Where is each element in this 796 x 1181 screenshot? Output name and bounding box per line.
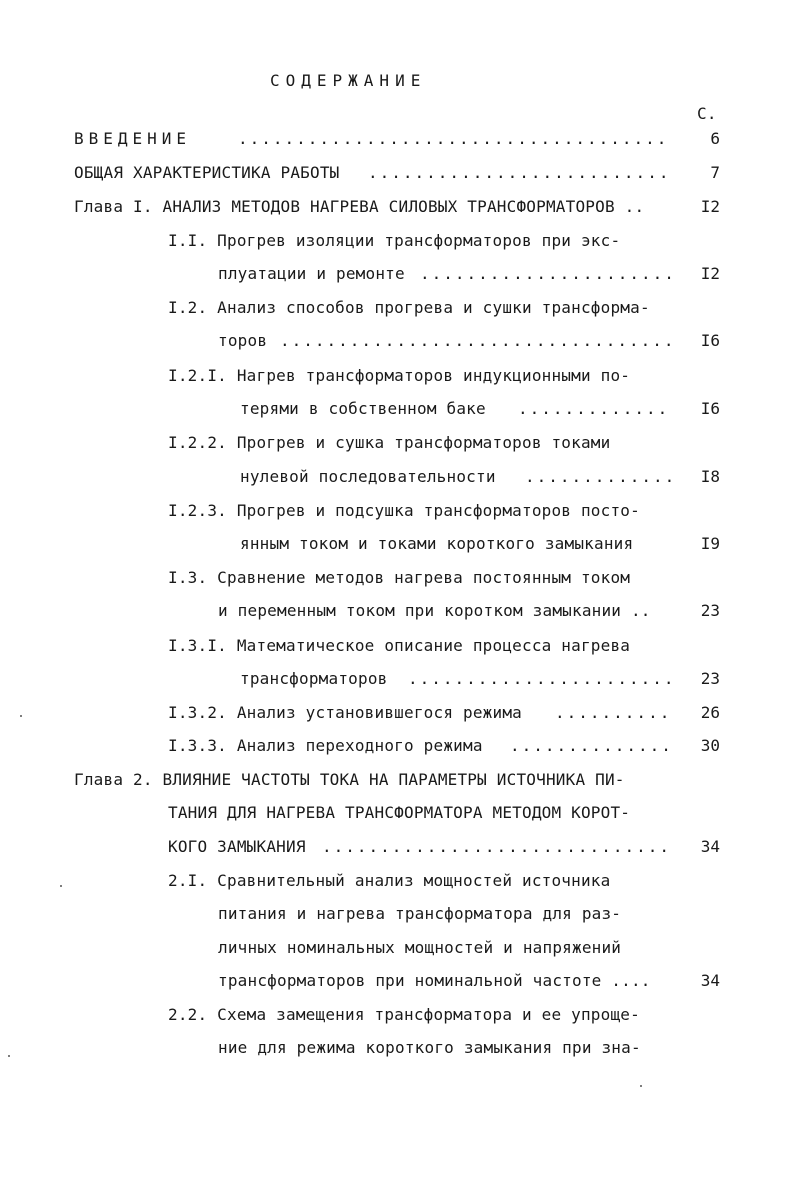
dot-leader: .................................. [280, 331, 676, 350]
toc-entry-2-1: 2.I. Сравнительный анализ мощностей источника [168, 871, 611, 890]
page-number: I6 [700, 331, 720, 350]
dot-leader: .............. [510, 736, 673, 755]
page-title: СОДЕРЖАНИЕ [270, 71, 427, 90]
dot-leader: ...................... [420, 264, 676, 283]
toc-entry-1-2: I.2. Анализ способов прогрева и сушки трансформа- [168, 298, 650, 317]
toc-entry-1-2-2: I.2.2. Прогрев и сушка трансформаторов токами [168, 433, 611, 452]
dot-leader: .......................... [368, 163, 671, 182]
toc-entry-1-2-1-cont: терями в собственном баке [240, 399, 486, 418]
scan-speck [8, 1055, 10, 1057]
page-number: 6 [710, 129, 720, 148]
toc-entry-1-3-2: I.3.2. Анализ установившегося режима [168, 703, 522, 722]
scan-speck [640, 1085, 642, 1087]
toc-entry-2-1-cont: питания и нагрева трансформатора для раз- [218, 904, 622, 923]
toc-entry-1-2-cont: торов [218, 331, 268, 350]
page-number: I9 [700, 534, 720, 553]
dot-leader: ............. [518, 399, 670, 418]
page-number: I2 [700, 197, 720, 216]
toc-entry-1-2-1: I.2.I. Нагрев трансформаторов индукционными по- [168, 366, 631, 385]
toc-entry-chapter-1: Глава I. АНАЛИЗ МЕТОДОВ НАГРЕВА СИЛОВЫХ ТРАНСФОРМАТОРОВ .. [74, 197, 645, 216]
page-number: 23 [700, 601, 720, 620]
toc-entry-1-1-cont: плуатации и ремонте [218, 264, 405, 283]
toc-entry-chapter-2-cont: ТАНИЯ ДЛЯ НАГРЕВА ТРАНСФОРМАТОРА МЕТОДОМ КОРОТ- [168, 803, 631, 822]
toc-entry-chapter-2: Глава 2. ВЛИЯНИЕ ЧАСТОТЫ ТОКА НА ПАРАМЕТРЫ ИСТОЧНИКА ПИ- [74, 770, 625, 789]
toc-entry-2-1-cont3: трансформаторов при номинальной частоте .... [218, 971, 651, 990]
toc-entry-1-3-3: I.3.3. Анализ переходного режима [168, 736, 483, 755]
toc-entry-1-3-1-cont: трансформаторов [240, 669, 388, 688]
dot-leader: .............................. [322, 837, 671, 856]
page-number: I6 [700, 399, 720, 418]
scan-speck [60, 885, 62, 887]
toc-entry-chapter-2-cont2: КОГО ЗАМЫКАНИЯ [168, 837, 306, 856]
toc-entry-1-2-2-cont: нулевой последовательности [240, 467, 496, 486]
page-number: 26 [700, 703, 720, 722]
toc-entry-2-2: 2.2. Схема замещения трансформатора и ее упроще- [168, 1005, 640, 1024]
toc-entry-1-3-1: I.3.I. Математическое описание процесса нагрева [168, 636, 631, 655]
page-number: 23 [700, 669, 720, 688]
toc-entry-1-1: I.I. Прогрев изоляции трансформаторов при экс- [168, 231, 621, 250]
page-number: I2 [700, 264, 720, 283]
page-number: 7 [710, 163, 720, 182]
toc-entry-1-2-3: I.2.3. Прогрев и подсушка трансформаторов посто- [168, 501, 640, 520]
page-number: 34 [700, 971, 720, 990]
toc-entry-1-3-cont: и переменным током при коротком замыкании .. [218, 601, 651, 620]
toc-entry-2-1-cont2: личных номинальных мощностей и напряжений [218, 938, 622, 957]
toc-entry-general: ОБЩАЯ ХАРАКТЕРИСТИКА РАБОТЫ [74, 163, 340, 182]
scan-speck [20, 715, 22, 717]
page-number: I8 [700, 467, 720, 486]
toc-entry-introduction: ВВЕДЕНИЕ [74, 129, 192, 148]
page-number: 30 [700, 736, 720, 755]
dot-leader: .......... [555, 703, 672, 722]
toc-entry-1-3: I.3. Сравнение методов нагрева постоянным током [168, 568, 631, 587]
toc-entry-2-2-cont: ние для режима короткого замыкания при зна- [218, 1038, 641, 1057]
dot-leader: ..................................... [238, 129, 669, 148]
dot-leader: ............. [525, 467, 677, 486]
dot-leader: ....................... [408, 669, 676, 688]
page-number: 34 [700, 837, 720, 856]
toc-entry-1-2-3-cont: янным током и токами короткого замыкания [240, 534, 634, 553]
page-column-label: С. [697, 104, 717, 123]
